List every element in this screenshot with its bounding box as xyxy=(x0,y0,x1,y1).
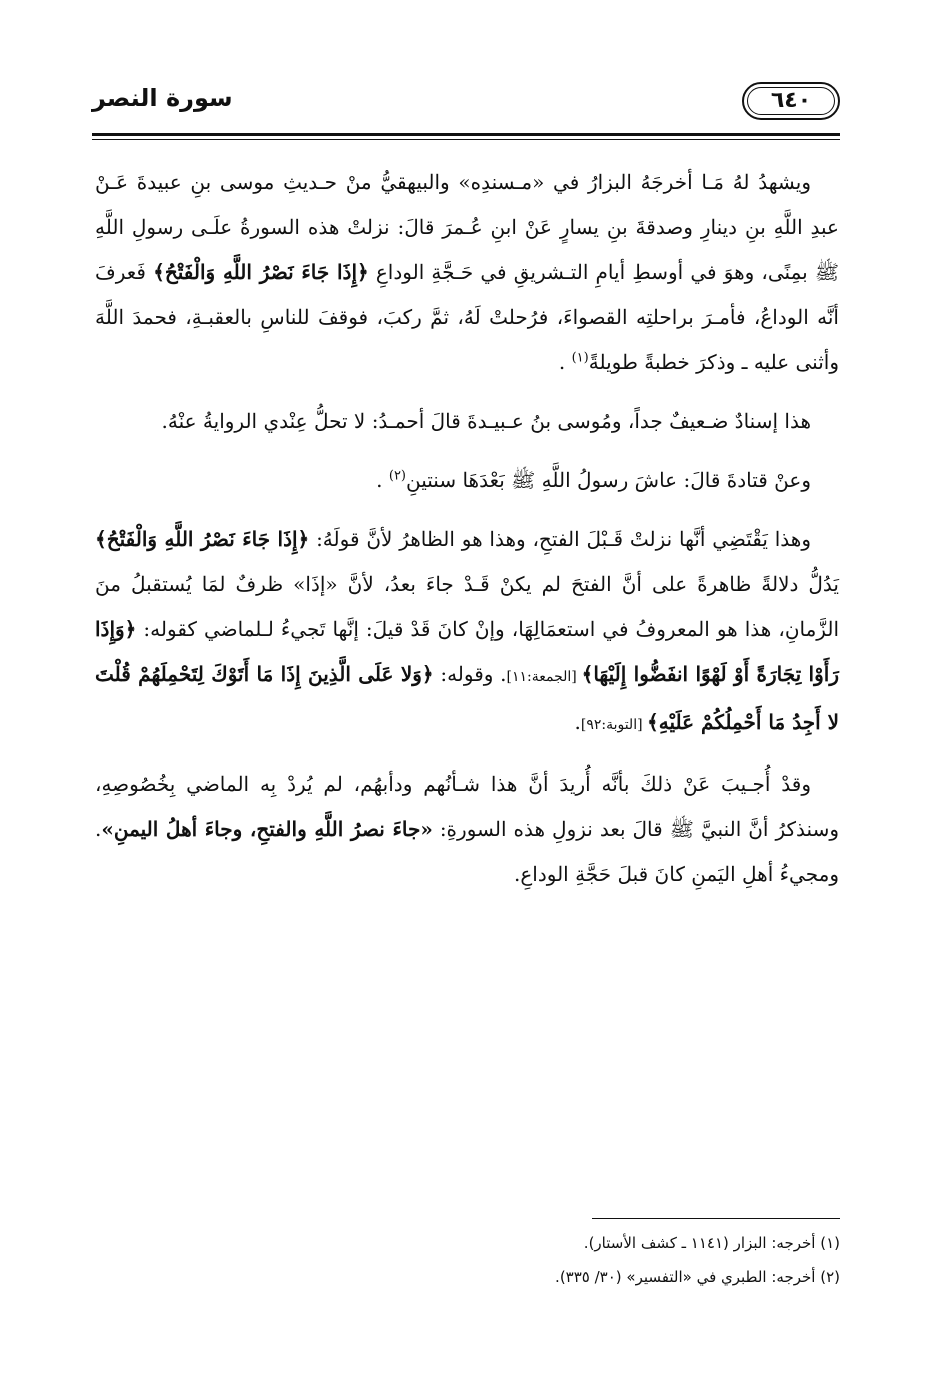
main-text xyxy=(95,160,839,911)
paragraph-5-text-b: . ومجيءُ أهلِ اليَمنِ كانَ قبلَ حَجَّةِ الوداعِ. xyxy=(95,817,839,886)
verse-reference: [التوبة:٩٢] xyxy=(580,717,648,733)
header-rule-thin xyxy=(92,139,840,140)
footnote: (١) أخرجه: البزار (١١٤١ ـ كشف الأستار). xyxy=(583,1234,840,1252)
paragraph-1 xyxy=(95,160,839,385)
paragraph-5 xyxy=(95,762,839,897)
paragraph-1-text-a: ويشهدُ لهُ مَـا أخرجَهُ البزارُ في «مـسندِه» والبيهقيُّ منْ حـديثِ موسى بنِ عبيدةَ عَـنْ عبدِ اللَّهِ بنِ دينارِ وصدقةَ بنِ يسارٍ عَنْ ابنِ عُـمرَ قالَ: نزلتْ هذه السورةُ علَـى رسولِ اللَّهِ ﷺ بمِنًى، وهوَ في أوسطِ أيامِ التـشريقِ في حَـجَّةِ الوداعِ xyxy=(95,170,840,284)
hadith-quote: «جاءَ نصرُ اللَّهِ والفتحِ، وجاءَ أهلُ اليمنِ» xyxy=(101,817,433,841)
paragraph-2: هذا إسنادٌ ضـعيفٌ جداً، ومُوسى بنُ عـبيـدةَ قالَ أحمـدُ: لا تحلُّ عِنْدي الروايةُ عنْهُ. xyxy=(161,409,811,433)
paragraph-4 xyxy=(95,517,839,748)
quran-verse: ﴿وَلا عَلَى الَّذِينَ إِذَا مَا أَتَوْكَ لِتَحْمِلَهُمْ قُلْتَ لا أَجِدُ مَا أَحْمِلُكُمْ عَلَيْهِ﴾ xyxy=(95,662,839,734)
paragraph-4-text-a: وهذا يَقْتَضِي أنَّها نزلتْ قَـبْلَ الفتحِ، وهذا هو الظاهرُ لأنَّ قولَهُ: xyxy=(309,527,812,551)
paragraph-1-text-b: فَعرفَ أنَّه الوداعُ، فأمـرَ براحلتِه القصواءَ، فرُحلتْ لَهُ، ثمَّ ركبَ، فوقفَ للناسِ بالعقبـةِ، فحمدَ اللَّهَ وأثنى عليه ـ وذكرَ خطبةً طويلةً xyxy=(95,260,839,374)
footnote: (٢) أخرجه: الطبري في «التفسير» (٣٠/ ٣٣٥). xyxy=(555,1268,840,1286)
page-header xyxy=(92,78,840,128)
header-rule xyxy=(92,133,840,136)
quran-verse: ﴿إِذَا جَاءَ نَصْرُ اللَّهِ وَالْفَتْحُ﴾ xyxy=(153,260,369,284)
footnote-marker-1: (١) xyxy=(571,350,589,366)
surah-title: سورة النصر xyxy=(92,84,233,112)
footnotes xyxy=(107,1226,840,1294)
paragraph-5-text-a: وقدْ أُجـيبَ عَنْ ذلكَ بأنَّه أُريدَ أنَّ هذا شـأنُهم ودأبهُم، لم يُردْ بِه الماضي بِخُصُوصِهِ، وسنذكرُ أنَّ النبيَّ ﷺ قالَ بعد نزولِ هذه السورةِ: xyxy=(95,772,839,841)
quran-verse: ﴿وَإِذَا رَأَوْا تِجَارَةً أَوْ لَهْوًا انفَضُّوا إِلَيْهَا﴾ xyxy=(95,617,839,686)
verse-reference: [الجمعة:١١] xyxy=(506,669,582,685)
paragraph-3-text: وعنْ قتادةَ قالَ: عاشَ رسولُ اللَّهِ ﷺ بَعْدَهَا سنتينِ xyxy=(406,468,811,492)
footnote-marker-2: (٢) xyxy=(388,468,406,484)
quran-verse: ﴿إِذَا جَاءَ نَصْرُ اللَّهِ وَالْفَتْحُ﴾ xyxy=(95,527,310,551)
paragraph-1-end: . xyxy=(558,350,572,374)
paragraph-3 xyxy=(95,458,839,503)
page-number: ٦٤٠ xyxy=(770,88,812,113)
paragraph-4-text-b: يَدُلُّ دلالةً ظاهرةً على أنَّ الفتحَ لم يكنْ قَـدْ جاءَ بعدُ، لأنَّ «إذَا» ظرفٌ لمَا يُستقبلُ منَ الزَّمانِ، هذا هو المعروفُ في استعمَالِهَا، وإنْ كانَ قَدْ قيلَ: إنَّها تَجيءُ لـلماضي كقوله: xyxy=(95,572,839,641)
paragraph-4-end: . xyxy=(574,710,581,734)
page-number-badge xyxy=(742,82,840,120)
paragraph-4-text-c: . وقوله: xyxy=(433,662,507,686)
footnote-divider xyxy=(592,1218,840,1219)
paragraph-3-end: . xyxy=(376,468,389,492)
